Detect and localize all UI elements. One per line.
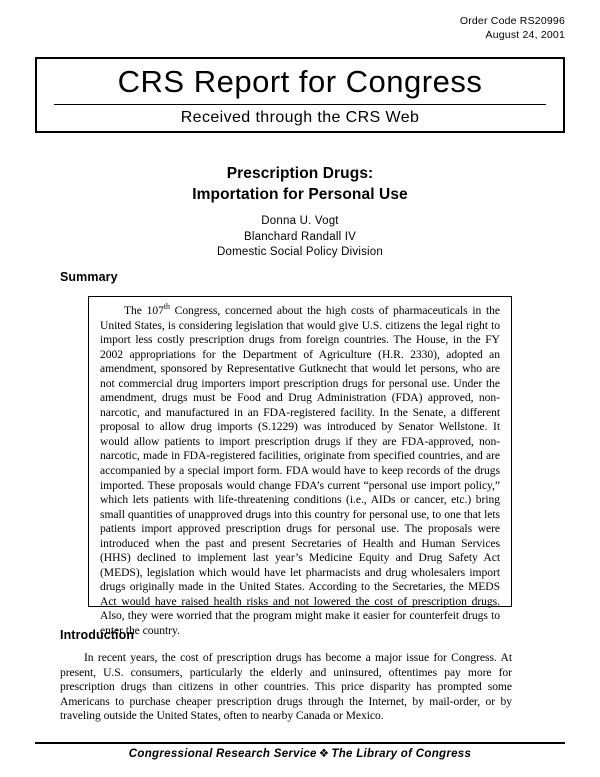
summary-paragraph xyxy=(100,304,500,639)
author-name-2: Blanchard Randall IV xyxy=(243,230,357,243)
page-title xyxy=(60,163,540,205)
order-code: Order Code RS20996 xyxy=(459,15,565,27)
summary-text-part-1: The 107 xyxy=(124,304,164,317)
crs-banner-subtitle: Received through the CRS Web xyxy=(180,109,420,126)
author-name-1: Donna U. Vogt xyxy=(261,215,339,227)
page-title-line-2: Importation for Personal Use xyxy=(192,186,408,203)
crs-banner-title: CRS Report for Congress xyxy=(117,64,483,99)
page-title-line-1: Prescription Drugs: xyxy=(226,165,374,182)
footer-institution-name: The Library of Congress xyxy=(331,748,472,760)
diamond-separator-icon: ❖ xyxy=(318,748,330,760)
introduction-heading: Introduction xyxy=(60,628,135,642)
footer xyxy=(35,746,565,762)
ordinal-superscript: th xyxy=(163,302,170,312)
footer-agency-name: Congressional Research Service xyxy=(128,748,317,760)
summary-box xyxy=(88,296,512,638)
summary-heading: Summary xyxy=(60,270,118,284)
banner-divider-rule xyxy=(54,104,546,105)
summary-text-part-2: Congress, concerned about the high costs of pharmaceuticals in the United States, is considering legislation that would give U.S. citizens the legal right to import less costly prescription drugs from foreign countries. The House, in the FY 2002 appropriations for the Department of Agriculture (H.R. 2330), adopted an amendment, sponsored by Representative Gutknecht that would let persons, who are not commercial drug importers import prescription drugs for personal use. Under the amendment, drugs must be Food and Drug Administration (FDA) approved, non-narcotic, and manufactured in an FDA-registered facility. In the Senate, a different proposal to allow drug imports (S.1229) was introduced by Senator Wellstone. It would allow patients to import prescription drugs if they are FDA-approved, non-narcotic, made in FDA-registered facilities, originate from specified countries, and are accompanied by a special import form. FDA would have to keep records of the drugs imported. These proposals would change FDA’s current “personal use import policy,” which lets patients with life-threatening conditions (i.e., AIDs or cancer, etc.) bring small quantities of unapproved drugs into this country for personal use, to one that lets patients import approved prescription drugs for personal use. The proposals were introduced when the past and present Secretaries of Health and Human Services (HHS) declined to implement last year’s Medicine Equity and Drug Safety Act (MEDS), legislation which would have let pharmacists and drug wholesalers import drugs originally made in the United States. According to the Secretaries, the MEDS Act would have raised health risks and not lowered the cost of prescription drugs. Also, they were worried that the program might make it easier for counterfeit drugs to enter the country. xyxy=(100,304,500,638)
introduction-paragraph: In recent years, the cost of prescription drugs has become a major issue for Congress. At present, U.S. consumers, particularly the elderly and uninsured, oftentimes pay more for prescription drugs than citizens in other countries. This price disparity has prompted some Americans to purchase cheaper prescription drugs through the Internet, by mail-order, or by traveling outside the United States, often to nearby Canada or Mexico. xyxy=(60,651,512,723)
order-code-block xyxy=(460,14,565,42)
footer-divider-rule xyxy=(35,742,565,744)
crs-banner xyxy=(35,57,565,133)
author-division: Domestic Social Policy Division xyxy=(217,246,383,258)
byline xyxy=(60,214,540,261)
report-date: August 24, 2001 xyxy=(485,29,565,41)
